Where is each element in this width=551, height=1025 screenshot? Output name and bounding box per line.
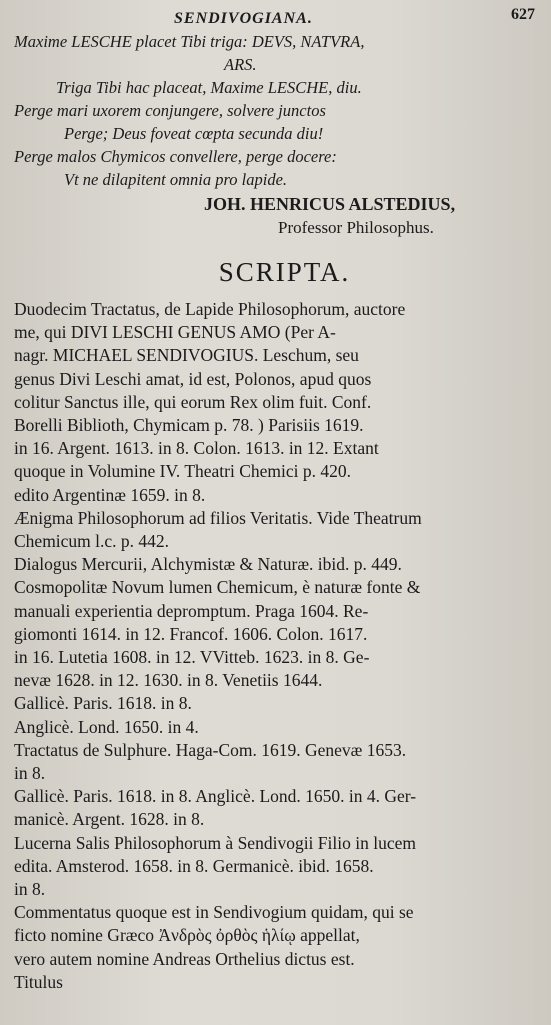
entry-line: Gallicè. Paris. 1618. in 8. (14, 693, 192, 714)
entry-line: Lucerna Salis Philosophorum à Sendivogii Filio in lucem (14, 832, 416, 853)
entry-line: giomonti 1614. in 12. Francof. 1606. Colon. 1617. (14, 623, 368, 644)
entry-line: in 8. (14, 763, 46, 784)
entry-line: Anglicè. Lond. 1650. in 4. (14, 716, 199, 737)
entry-line: manuali experientia depromptum. Praga 1604. Re- (14, 600, 369, 621)
entry-line: edito Argentinæ 1659. in 8. (14, 484, 206, 505)
entry-line: Commentatus quoque est in Sendivogium quidam, qui se (14, 902, 414, 923)
page-number: 627 (511, 6, 535, 23)
bibliography-entry (14, 716, 539, 739)
poem-line: Triga Tibi hac placeat, Maxime LESCHE, diu. (56, 78, 362, 97)
bibliography-entry (14, 692, 539, 715)
entry-line: in 16. Lutetia 1608. in 12. VVitteb. 1623. in 8. Ge- (14, 647, 370, 668)
entry-line: Borelli Biblioth, Chymicam p. 78. ) Parisiis 1619. (14, 415, 364, 436)
entry-line: Cosmopolitæ Novum lumen Chemicum, è naturæ fonte & (14, 577, 421, 598)
entry-line: nevæ 1628. in 12. 1630. in 8. Venetiis 1644. (14, 670, 323, 691)
bibliography-entry (14, 739, 539, 785)
entry-line: in 16. Argent. 1613. in 8. Colon. 1613. in 12. Extant (14, 438, 379, 459)
entry-line: Chemicum l.c. p. 442. (14, 531, 170, 552)
entry-line: vero autem nomine Andreas Orthelius dictus est. (14, 948, 355, 969)
entry-line: edita. Amsterod. 1658. in 8. Germanicè. ibid. 1658. (14, 855, 374, 876)
bibliography-entry (14, 298, 539, 507)
section-heading: SCRIPTA. (218, 257, 351, 287)
bibliography-entry (14, 785, 539, 831)
entry-line: me, qui DIVI LESCHI GENUS AMO (Per A- (14, 322, 336, 343)
entry-line: Duodecim Tractatus, de Lapide Philosophorum, auctore (14, 299, 406, 319)
poem-line: Perge; Deus foveat cœpta secunda diu! (64, 124, 324, 143)
entry-line: manicè. Argent. 1628. in 8. (14, 809, 205, 830)
entry-line: nagr. MICHAEL SENDIVOGIUS. Leschum, seu (14, 345, 359, 366)
bibliography-entry (14, 832, 539, 902)
bibliography-list (14, 298, 539, 994)
entry-line: Titulus (14, 971, 63, 992)
entry-line: colitur Sanctus ille, qui eorum Rex olim fuit. Conf. (14, 391, 372, 412)
poem-line: Perge mari uxorem conjungere, solvere junctos (14, 101, 326, 120)
poem-line: Maxime LESCHE placet Tibi triga: DEVS, NATVRA, (14, 32, 365, 51)
signature-name: JOH. HENRICUS ALSTEDIUS, (204, 194, 456, 214)
entry-line: Ænigma Philosophorum ad filios Veritatis. Vide Theatrum (14, 507, 422, 528)
entry-line: ficto nomine Græco Ἀνδρὸς ὀρθὸς ἡλίῳ appellat, (14, 925, 360, 946)
entry-line: quoque in Volumine IV. Theatri Chemici p. 420. (14, 461, 352, 482)
entry-line: Tractatus de Sulphure. Haga-Com. 1619. Genevæ 1653. (14, 739, 407, 760)
dedicatory-poem (14, 30, 539, 191)
poem-line: Vt ne dilapitent omnia pro lapide. (64, 170, 288, 189)
page-header (14, 6, 539, 30)
entry-line: in 8. (14, 879, 46, 900)
running-title: SENDIVOGIANA. (174, 10, 313, 27)
entry-line: Dialogus Mercurii, Alchymistæ & Naturæ. ibid. p. 449. (14, 554, 402, 575)
bibliography-entry (14, 576, 539, 692)
bibliography-entry (14, 507, 539, 553)
entry-line: Gallicè. Paris. 1618. in 8. Anglicè. Lond. 1650. in 4. Ger- (14, 786, 417, 807)
signature-role: Professor Philosophus. (278, 218, 434, 237)
bibliography-entry (14, 901, 539, 994)
poem-line: Perge malos Chymicos convellere, perge docere: (14, 147, 337, 166)
entry-line: genus Divi Leschi amat, id est, Polonos, apud quos (14, 368, 372, 389)
poem-line: ARS. (224, 55, 257, 74)
bibliography-entry (14, 553, 539, 576)
